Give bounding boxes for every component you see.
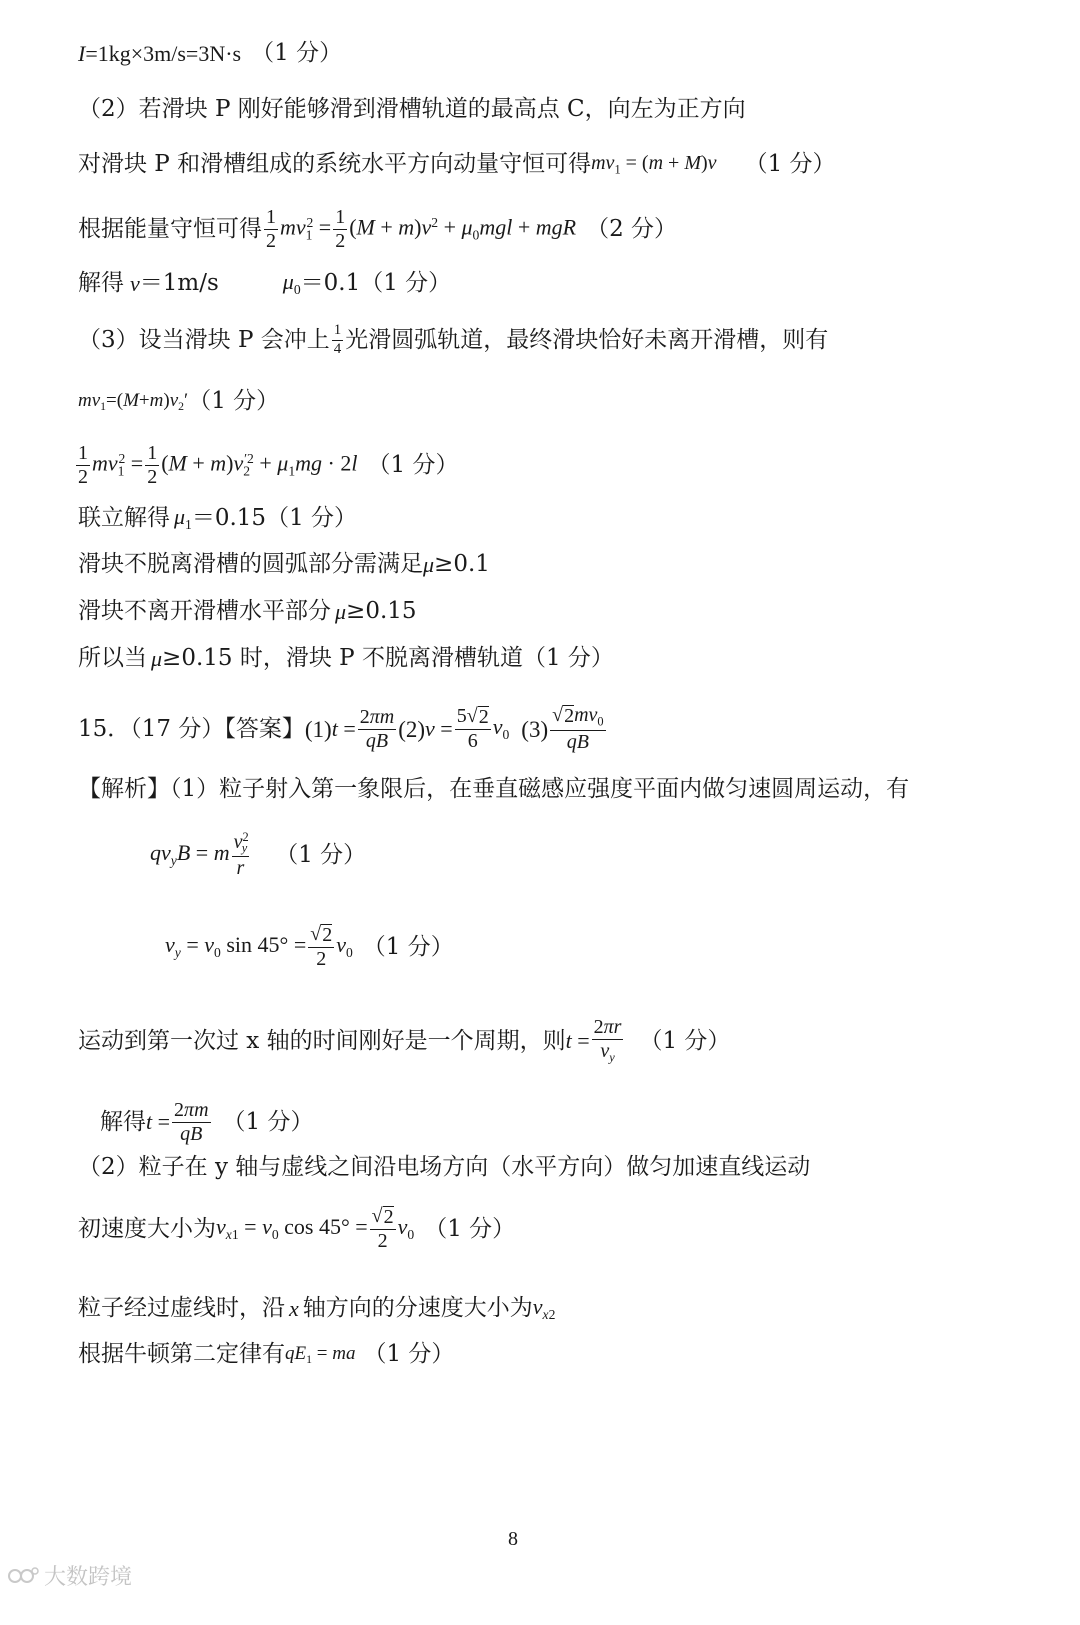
line-part3-heading (78, 320, 828, 360)
line-solve-mu1 (78, 506, 357, 531)
text: 光滑圆弧轨道，最终滑块恰好未离开滑槽，则有 (345, 326, 829, 353)
math-vy: $v_y = v_0$ sin 45° = (165, 932, 307, 961)
math-lorentz: $qv_yB = m$ (150, 840, 230, 869)
text: (1) (304, 716, 332, 742)
text: (2) (398, 716, 426, 742)
line-energy-2 (74, 436, 458, 494)
line-momentum-2 (78, 390, 279, 413)
math-t: t = (331, 716, 356, 741)
fraction-vy2-r: $\frac{v^2_y}{r}$ (233, 829, 249, 880)
score-text: （1 分） (367, 451, 459, 478)
line-horizontal-condition (78, 600, 417, 623)
fraction-5sqrt2-6: 5 √ 2 6 (456, 705, 489, 752)
line-analysis-intro (78, 778, 909, 801)
text: 初速度大小为 (78, 1215, 216, 1242)
text: （2）粒子在 y 轴与虚线之间沿电场方向（水平方向）做匀加速直线运动 (78, 1154, 811, 1180)
math-v0: $v_0$ (397, 1214, 415, 1243)
text: 滑块不脱离滑槽的圆弧部分需满足 (78, 551, 423, 577)
text: ≥0.15 (346, 598, 417, 624)
text: 【解析】（1）粒子射入第一象限后，在垂直磁感应强度平面内做匀速圆周运动，有 (78, 776, 910, 802)
text: 解得 (100, 1108, 146, 1135)
math-vx2: $v_{x2}$ (532, 1294, 556, 1322)
fraction-2pim-qB: $\frac{2\pi m}{qB}$ (359, 705, 395, 752)
math-v0: $v_0$ (492, 714, 510, 743)
text: 15．（17 分）【答案】 (78, 715, 305, 742)
text: 所以当 (78, 645, 147, 671)
fraction-half: $\frac{1}{2}$ (147, 441, 158, 488)
line-period (78, 1010, 730, 1072)
line-q15-answer (78, 698, 608, 760)
fraction-2pim-qB: $\frac{2\pi m}{qB}$ (174, 1098, 209, 1145)
line-solve-v (78, 271, 451, 296)
math-energy-2: $mv_1^2$ = (92, 450, 144, 479)
math-momentum: $mv_1 = (m + M)v$ (591, 152, 717, 177)
math-v: v = (425, 716, 453, 741)
score-text: （1 分） (744, 151, 836, 177)
line-conclusion (78, 647, 614, 670)
text: 对滑块 P 和滑槽组成的系统水平方向动量守恒可得 (78, 151, 592, 177)
text: 运动到第一次过 x 轴的时间刚好是一个周期，则 (78, 1027, 566, 1054)
math-t: t = (565, 1028, 590, 1053)
text: 根据牛顿第二定律有 (78, 1341, 285, 1367)
text: ＝0.1（1 分） (300, 270, 452, 297)
score-text: （1 分） (424, 1215, 516, 1242)
math-v: v (130, 270, 140, 296)
math-t: t = (146, 1109, 171, 1134)
line-part2-analysis (78, 1156, 810, 1179)
text: 解得 (78, 270, 124, 297)
line-impulse (78, 42, 342, 65)
math-mu0: $\mu_0$ (282, 269, 301, 297)
line-vy (165, 918, 454, 976)
score-text: （1 分） (188, 388, 280, 414)
fraction-2pir-vy: $\frac{2\pi r}{v_y}$ (593, 1016, 622, 1065)
line-solve-t (100, 1094, 313, 1150)
watermark-logo-icon (6, 1565, 40, 1587)
text: ＝1m/s (139, 270, 219, 297)
fraction-sqrt2-2: √ 2 2 (310, 923, 333, 970)
text: (3) (521, 716, 549, 742)
score-text: （1 分） (363, 1341, 455, 1367)
math-momentum-2: $mv_1=(M+m)v_2'$ (78, 389, 189, 413)
text: ≥0.1 (434, 551, 490, 577)
math-mu: μ (335, 598, 347, 624)
math-energy-rhs: $(M + m)v^2 + \mu_0mgl$ + mgR (349, 214, 577, 243)
score-text: （2 分） (586, 215, 678, 242)
line-arc-condition (78, 553, 490, 576)
score-text: （1 分） (639, 1027, 731, 1054)
line-newton (78, 1343, 454, 1366)
text: 轴方向的分速度大小为 (302, 1295, 533, 1322)
fraction-half: $\frac{1}{2}$ (335, 205, 346, 252)
fraction-half: $\frac{1}{2}$ (78, 441, 88, 488)
math-mu: μ (151, 645, 163, 671)
math-energy: $mv_1^2$ = (280, 214, 332, 243)
math-mu: μ (423, 551, 435, 577)
math-impulse: I=1kg×3m/s=3N·s (78, 40, 242, 66)
text: 联立解得 (78, 505, 170, 532)
line-lorentz (150, 822, 366, 888)
fraction-sqrt2-2: √ 2 2 (371, 1205, 394, 1252)
line-vx2 (78, 1296, 555, 1321)
score-text: （1 分） (251, 40, 343, 66)
math-energy-2-rhs: $(M + m)v_2^{'2} + \mu_1mg \cdot 2l$ (161, 450, 358, 479)
text: （3）设当滑块 P 会冲上 (78, 326, 330, 353)
fraction-quarter: $\frac{1}{4}$ (333, 321, 342, 357)
line-momentum (78, 153, 836, 176)
math-mu1: $\mu_1$ (174, 504, 192, 532)
fraction-half: $\frac{1}{2}$ (266, 205, 276, 252)
page-number: 8 (508, 1528, 518, 1550)
math-vx1: $v_{x1} = v_0$ cos 45° = (216, 1214, 368, 1243)
math-x: x (289, 1295, 299, 1321)
line-vx1 (78, 1200, 515, 1258)
text: ≥0.15 时，滑块 P 不脱离滑槽轨道（1 分） (162, 645, 614, 671)
line-energy (78, 200, 677, 258)
watermark (6, 1560, 132, 1591)
text: ＝0.15（1 分） (191, 505, 358, 532)
fraction-sqrt2mv0-qB: √ 2 $mv_0$ qB (552, 704, 604, 753)
score-text: （1 分） (275, 841, 367, 868)
line-part2-heading (78, 98, 746, 121)
score-text: （1 分） (362, 933, 454, 960)
text: 滑块不离开滑槽水平部分 (78, 598, 331, 624)
math-newton: $qE_1$ = ma (285, 1342, 356, 1366)
watermark-text: 大数跨境 (44, 1565, 133, 1590)
math-v0: $v_0$ (336, 932, 353, 961)
score-text: （1 分） (222, 1108, 314, 1135)
text: 根据能量守恒可得 (78, 215, 262, 242)
text: 粒子经过虚线时，沿 (78, 1295, 285, 1322)
text: （2）若滑块 P 刚好能够滑到滑槽轨道的最高点 C，向左为正方向 (78, 96, 746, 122)
